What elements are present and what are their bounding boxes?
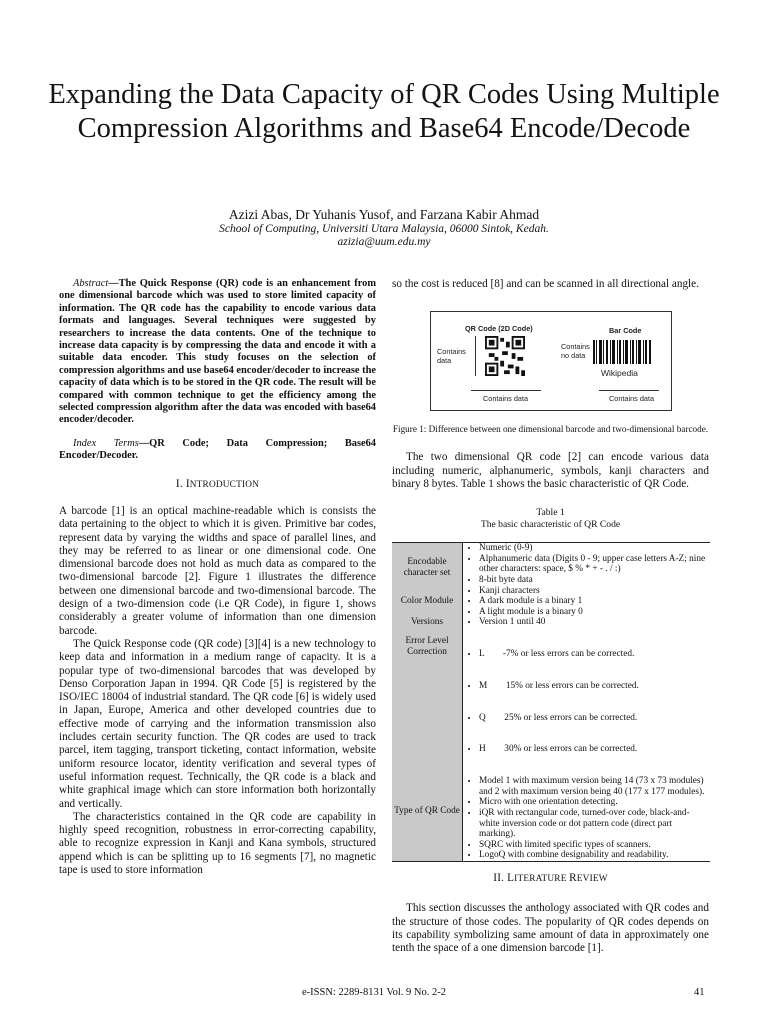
email: azizia@uum.edu.my xyxy=(337,236,431,248)
list-item: • 8-bit byte data xyxy=(479,575,706,586)
index-terms xyxy=(59,438,376,463)
right-paragraph-2: The two dimensional QR code [2] can encode various data including numeric, alphanumeric, symbols, kanji characters and binary 8 bytes. Table 1 shows the basic characteristic of QR Code. xyxy=(392,451,709,490)
list-item: • Q 25% or less errors can be corrected. xyxy=(479,713,706,724)
list-item: • Model 1 with maximum version being 14 (73 x 73 modules) and 2 with maximum version being 40 (177 x 177 modules). xyxy=(479,776,706,797)
row-label: Type of QR Code xyxy=(392,776,463,861)
section-smallcaps: NTRODUCTION xyxy=(189,479,260,490)
list-item: • Micro with one orientation detecting. xyxy=(479,797,706,808)
section-number: II. xyxy=(493,872,508,884)
list-item: • M 15% or less errors can be corrected. xyxy=(479,681,706,692)
affiliation-block xyxy=(0,223,768,249)
barcode-image xyxy=(593,340,651,364)
barcode-label: Bar Code xyxy=(609,326,642,336)
list-item: • iQR with rectangular code, turned-over code, black-and-white inversion code or dot pattern code (direct part marking). xyxy=(479,808,706,840)
row-label: Color Module xyxy=(392,596,463,617)
section-initial: L xyxy=(507,872,515,884)
abstract-text: —The Quick Response (QR) code is an enhancement from one dimensional barcode which was used to store limited capacity of information. The QR code has the capability to encode various data formats and languages. Several techniques were suggested by researchers to increase the data contents. One of the technique to increase data capacity is by compressing the data and encode it with a suitable data encoder. This study focuses on the selection of compression algorithms and use base64 encoder/decoder to increase the capacity of data which is to be stored in the QR code. The result will be compared with common technique to get the efficiency among the selected compression algorithm after the data was encoded with base64 encoder/decoder. xyxy=(59,278,376,426)
list-item: • Version 1 until 40 xyxy=(479,617,706,628)
section-smallcaps: EVIEW xyxy=(576,874,608,884)
row-label: Encodable character set xyxy=(392,543,463,596)
table-row xyxy=(392,543,710,596)
row-label: Versions xyxy=(392,617,463,628)
list-item: • Kanji characters xyxy=(479,586,706,597)
index-terms-text: —QR Code; Data Compression; Base64 Encoder/Decoder. xyxy=(59,437,376,462)
table-label: Table 1 xyxy=(536,507,565,519)
list-item: • LogoQ with combine designability and readability. xyxy=(479,850,706,861)
list-item: • A dark module is a binary 1 xyxy=(479,596,706,607)
list-item: • Numeric (0-9) xyxy=(479,543,706,554)
right-paragraph-1: so the cost is reduced [8] and can be scanned in all directional angle. xyxy=(392,278,699,290)
qr-code-image xyxy=(485,336,525,376)
row-label: Error Level Correction xyxy=(392,628,463,776)
table-row xyxy=(392,628,710,776)
section-initial: R xyxy=(569,872,577,884)
intro-paragraph-1: A barcode [1] is an optical machine-readable which is consists the data pertaining to the object to which it is given. Primitive bar codes, represent data by varying the widths and space of parallel lines, and they may be referred to as linear or one dimensional code. One dimensional barcode does not hold as much data as compared to the two-dimensional barcode [2]. Figure 1 illustrates the difference between one dimensional barcode and two-dimensional barcode. The design of a two-dimension code (i.e QR Code), in figure 1, shows considerably a greater volume of information than one dimension barcode. xyxy=(59,504,376,637)
table-row xyxy=(392,776,710,861)
figure-caption: Figure 1: Difference between one dimensional barcode and two-dimensional barcode. xyxy=(392,424,709,435)
qr-code-label: QR Code (2D Code) xyxy=(465,324,533,334)
section-initial: I xyxy=(185,477,190,490)
wikipedia-text: Wikipedia xyxy=(601,368,638,379)
section-number: I. xyxy=(175,477,186,490)
left-column xyxy=(59,278,376,877)
right-column xyxy=(392,278,709,955)
affiliation: School of Computing, Universiti Utara Malaysia, 06000 Sintok, Kedah. xyxy=(219,223,549,235)
page-number: 41 xyxy=(694,987,705,998)
contains-data-bottom-left: Contains data xyxy=(483,394,529,404)
intro-paragraph-2: The Quick Response code (QR code) [3][4] is a new technology to keep data and information in a medium range of capacity. It is a popular type of two-dimensional barcodes that was developed by Denso Corporation Japan in 1994. QR Code [5] is registered by the ISO/IEC 18004 of industrial standard. The QR code [6] is widely used in Japan, Europe, America and other developed countries due to effective mode of carrying and the information transmission also includes certain security function. The QR codes are used to track parcel, item tagging, transport ticketing, contact information, website uniform resource locator, identity verification and several types of useful information request. Technically, the QR code is a black and white graphical image which can store information both horizontally and vertically. xyxy=(59,637,376,810)
table-row xyxy=(392,596,710,617)
footer-issn: e-ISSN: 2289-8131 Vol. 9 No. 2-2 xyxy=(302,987,446,998)
list-item: • L -7% or less errors can be corrected. xyxy=(479,649,706,660)
list-item: • SQRC with limited specific types of scanners. xyxy=(479,840,706,851)
figure-1 xyxy=(430,311,672,411)
list-item: • H 30% or less errors can be corrected. xyxy=(479,744,706,755)
contains-data-bottom-right: Contains data xyxy=(609,394,655,404)
list-item: • Alphanumeric data (Digits 0 - 9; upper case letters A-Z; nine other characters: space, $ % * + - . / :) xyxy=(479,554,706,575)
section-heading-introduction xyxy=(59,478,376,492)
index-terms-lead: Index Terms xyxy=(73,437,139,449)
vertical-arrow xyxy=(475,336,476,376)
authors: Azizi Abas, Dr Yuhanis Yusof, and Farzana Kabir Ahmad xyxy=(228,207,540,222)
table-title: The basic characteristic of QR Code xyxy=(480,518,621,530)
table-caption xyxy=(392,507,709,530)
horizontal-arrow-right xyxy=(599,390,659,391)
section-smallcaps: ITERATURE xyxy=(514,874,570,884)
contains-no-data-label: Contains no data xyxy=(561,342,590,360)
abstract xyxy=(59,278,376,427)
list-item: • A light module is a binary 0 xyxy=(479,607,706,618)
contains-data-left-label: Contains data xyxy=(437,347,466,365)
table-row xyxy=(392,617,710,628)
abstract-lead: Abstract xyxy=(73,278,109,289)
paper-title: Expanding the Data Capacity of QR Codes Using Multiple Compression Algorithms and Base64 Encode/Decode xyxy=(48,79,720,144)
literature-paragraph-1: This section discusses the anthology associated with QR codes and the structure of those codes. The popularity of QR codes depends on its capability symbolizing same amount of data in approximately one tenth the space of a one dimension barcode [1]. xyxy=(392,902,709,955)
horizontal-arrow-left xyxy=(471,390,541,391)
intro-paragraph-3: The characteristics contained in the QR code are capability in highly speed recognition, robustness in error-correcting capability, able to recognize expression in Kanji and Kana symbols, structured append which is can be splitting up to 16 segments [7], no magnetic tape is used to store information xyxy=(59,810,376,876)
characteristics-table xyxy=(392,542,710,862)
section-heading-literature-review xyxy=(392,872,709,886)
